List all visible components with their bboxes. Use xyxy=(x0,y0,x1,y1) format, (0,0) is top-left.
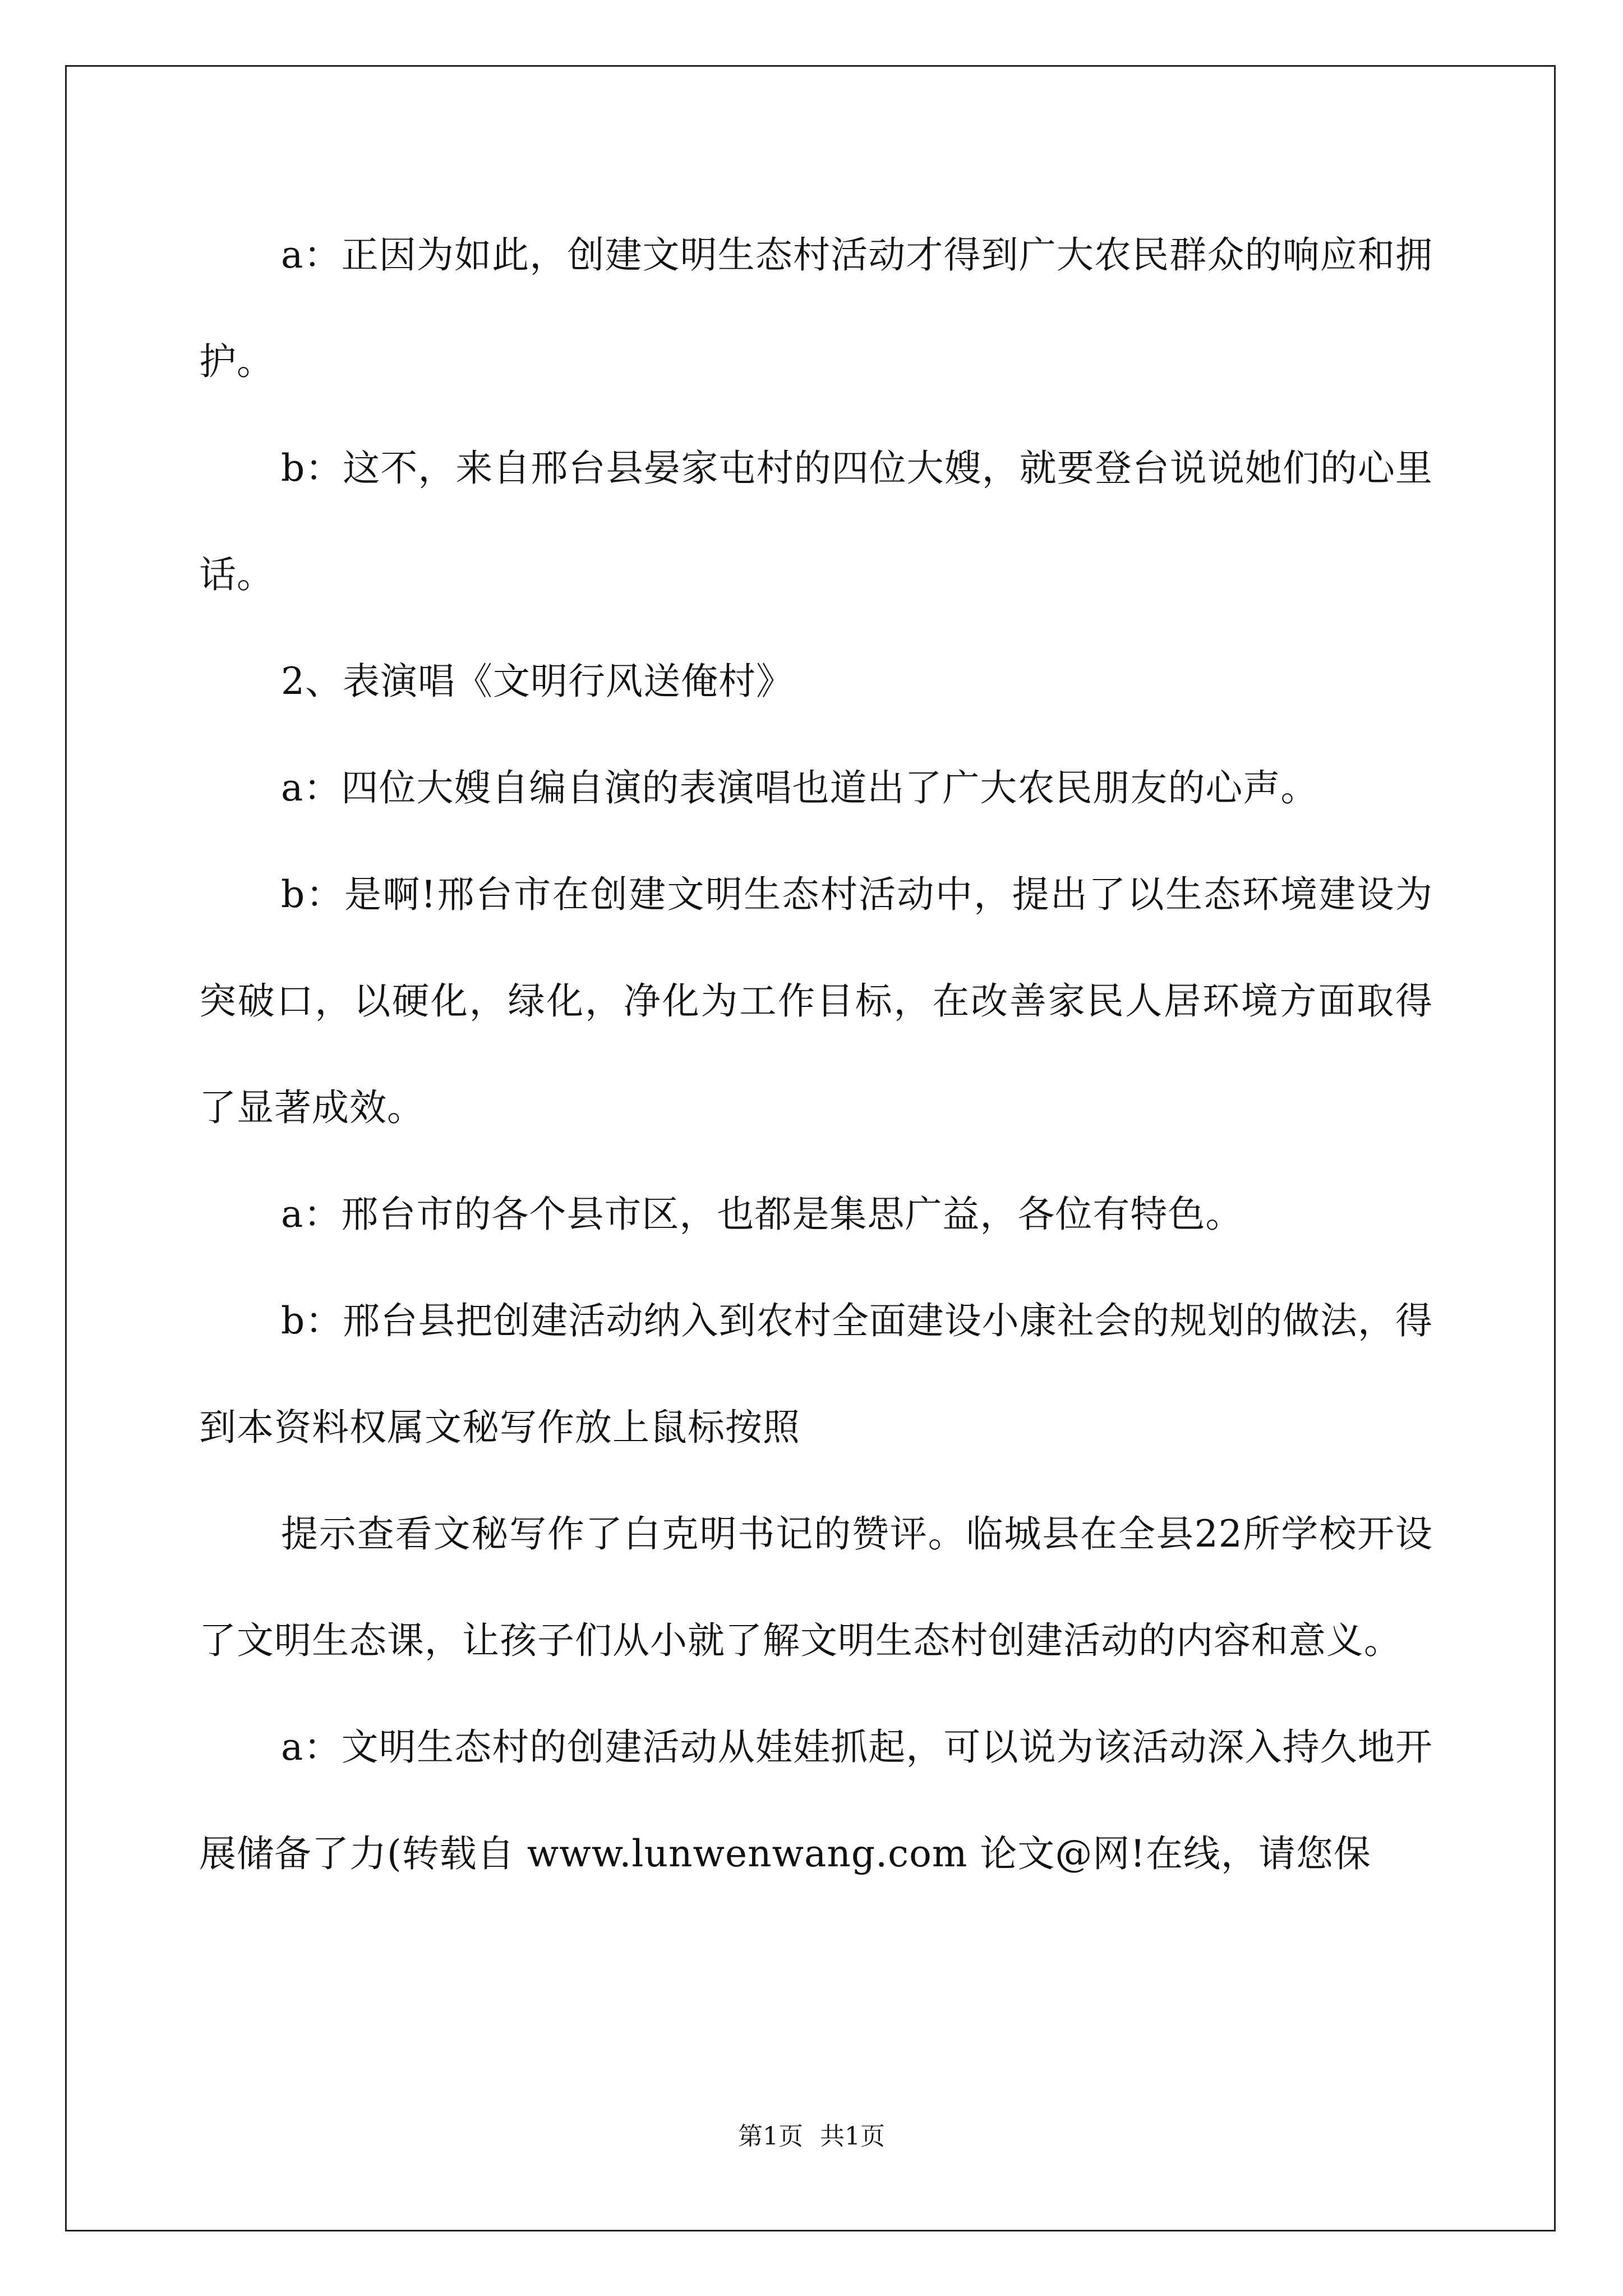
paragraph: 2、表演唱《文明行风送俺村》 xyxy=(281,660,794,703)
paragraph: b：这不，来自邢台县晏家屯村的四位大嫂，就要登台说说她们的心里话。 xyxy=(199,447,1433,596)
page-number: 第1页 xyxy=(738,2122,803,2151)
paragraph: b：是啊!邢台市在创建文明生态村活动中，提出了以生态环境建设为突破口，以硬化，绿化，净化为工作目标，在改善家民人居环境方面取得了显著成效。 xyxy=(199,873,1433,1129)
paragraph: a：文明生态村的创建活动从娃娃抓起，可以说为该活动深入持久地开展储备了力(转载自 www.lunwenwang.com 论文@网!在线，请您保 xyxy=(199,1726,1433,1875)
page-footer xyxy=(0,2116,1623,2152)
paragraph: b：邢台县把创建活动纳入到农村全面建设小康社会的规划的做法，得到本资料权属文秘写作放上鼠标按照 xyxy=(199,1299,1433,1449)
paragraph: a：正因为如此，创建文明生态村活动才得到广大农民群众的响应和拥护。 xyxy=(199,233,1433,383)
paragraph: a：四位大嫂自编自演的表演唱也道出了广大农民朋友的心声。 xyxy=(281,766,1318,809)
page-total: 共1页 xyxy=(820,2122,885,2151)
paragraph: a：邢台市的各个县市区，也都是集思广益，各位有特色。 xyxy=(281,1193,1243,1236)
document-body xyxy=(199,202,1433,1907)
paragraph: 提示查看文秘写作了白克明书记的赞评。临城县在全县22所学校开设了文明生态课，让孩子们从小就了解文明生态村创建活动的内容和意义。 xyxy=(199,1512,1433,1662)
